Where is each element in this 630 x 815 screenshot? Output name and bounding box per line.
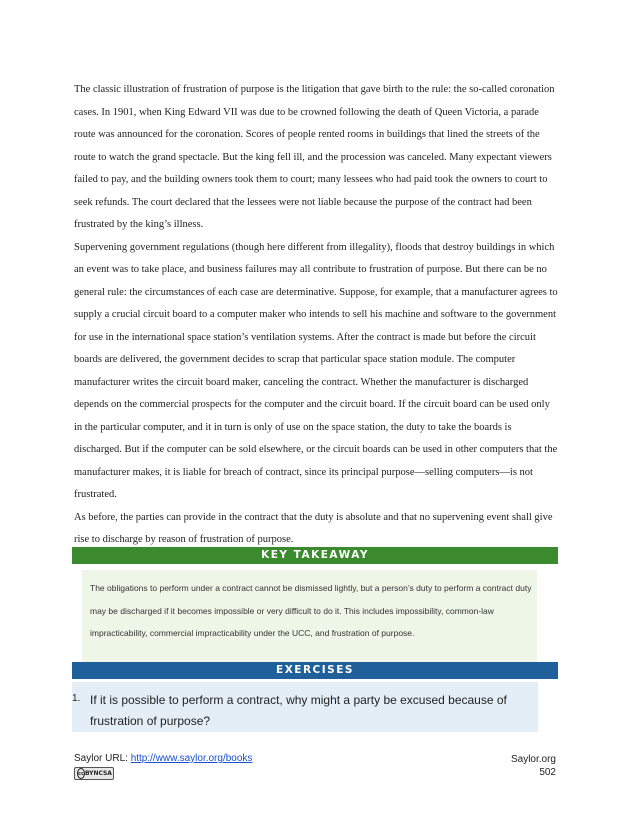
paragraph-supervening-regulations: Supervening government regulations (though here different from illegality), floods that destroy buildings in which an event was to take place, and business failures may all contribute to frustration of purpose. But there can be no general rule: the circumstances of each case are determinative. Suppose, for example, that a manufacturer agrees to supply a crucial circuit board to a computer maker who intends to sell his machine and software to the government for use in the international space station’s ventilation systems. After the contract is made but before the circuit boards are delivered, the government decides to scrap that particular space station module. The computer manufacturer writes the circuit board maker, canceling the contract. Whether the manufacturer is discharged depends on the commercial prospects for the computer and the circuit board. If the circuit board can be used only in the particular computer, and it in turn is only of use on the space station, the duty to take the boards is discharged. But if the computer can be sold elsewhere, or the circuit boards can be used in other computers that the manufacturer makes, it is liable for breach of contract, since its principal purpose—selling computers—is not frustrated. xyxy=(74,241,558,500)
footer-url-line xyxy=(74,753,252,764)
cc-nc-label: NC xyxy=(93,770,103,777)
cc-sa-label: SA xyxy=(102,770,112,777)
key-takeaway-text: The obligations to perform under a contract cannot be dismissed lightly, but a person’s duty to perform a contract duty may be discharged if it becomes impossible or very difficult to do it. This includes impossibility, common-law impracticability, commercial impracticability under the UCC, and frustration of purpose. xyxy=(90,583,532,638)
footer-url-label: Saylor URL: xyxy=(74,753,131,764)
footer-page-number: 502 xyxy=(539,767,556,778)
paragraph-absolute-duty: As before, the parties can provide in the contract that the duty is absolute and that no supervening event shall give rise to discharge by reason of frustration of purpose. xyxy=(74,511,553,545)
footer-url-link[interactable]: http://www.saylor.org/books xyxy=(130,753,253,764)
exercises-heading: EXERCISES xyxy=(72,662,558,679)
cc-icon: cc xyxy=(77,768,85,779)
cc-by-label: BY xyxy=(84,770,94,777)
body-text xyxy=(74,79,558,552)
footer-site: Saylor.org xyxy=(510,754,556,765)
footer-right xyxy=(511,753,556,779)
exercise-question: If it is possible to perform a contract, why might a party be excused because of frustration of purpose? xyxy=(90,693,507,728)
exercise-number: 1. xyxy=(72,693,81,704)
key-takeaway-heading: KEY TAKEAWAY xyxy=(72,547,558,564)
paragraph-coronation-cases: The classic illustration of frustration of purpose is the litigation that gave birth to the rule: the so-called coronation cases. In 1901, when King Edward VII was due to be crowned following the death of Queen Victoria, a parade route was announced for the coronation. Scores of people rented rooms in buildings that lined the streets of the route to watch the grand spectacle. But the king fell ill, and the procession was canceled. Many expectant viewers failed to pay, and the building owners took them to court; many lessees who had paid took the owners to court to seek refunds. The court declared that the lessees were not liable because the purpose of the contract had been frustrated by the king’s illness. xyxy=(74,84,555,230)
creative-commons-license-badge xyxy=(74,767,114,780)
